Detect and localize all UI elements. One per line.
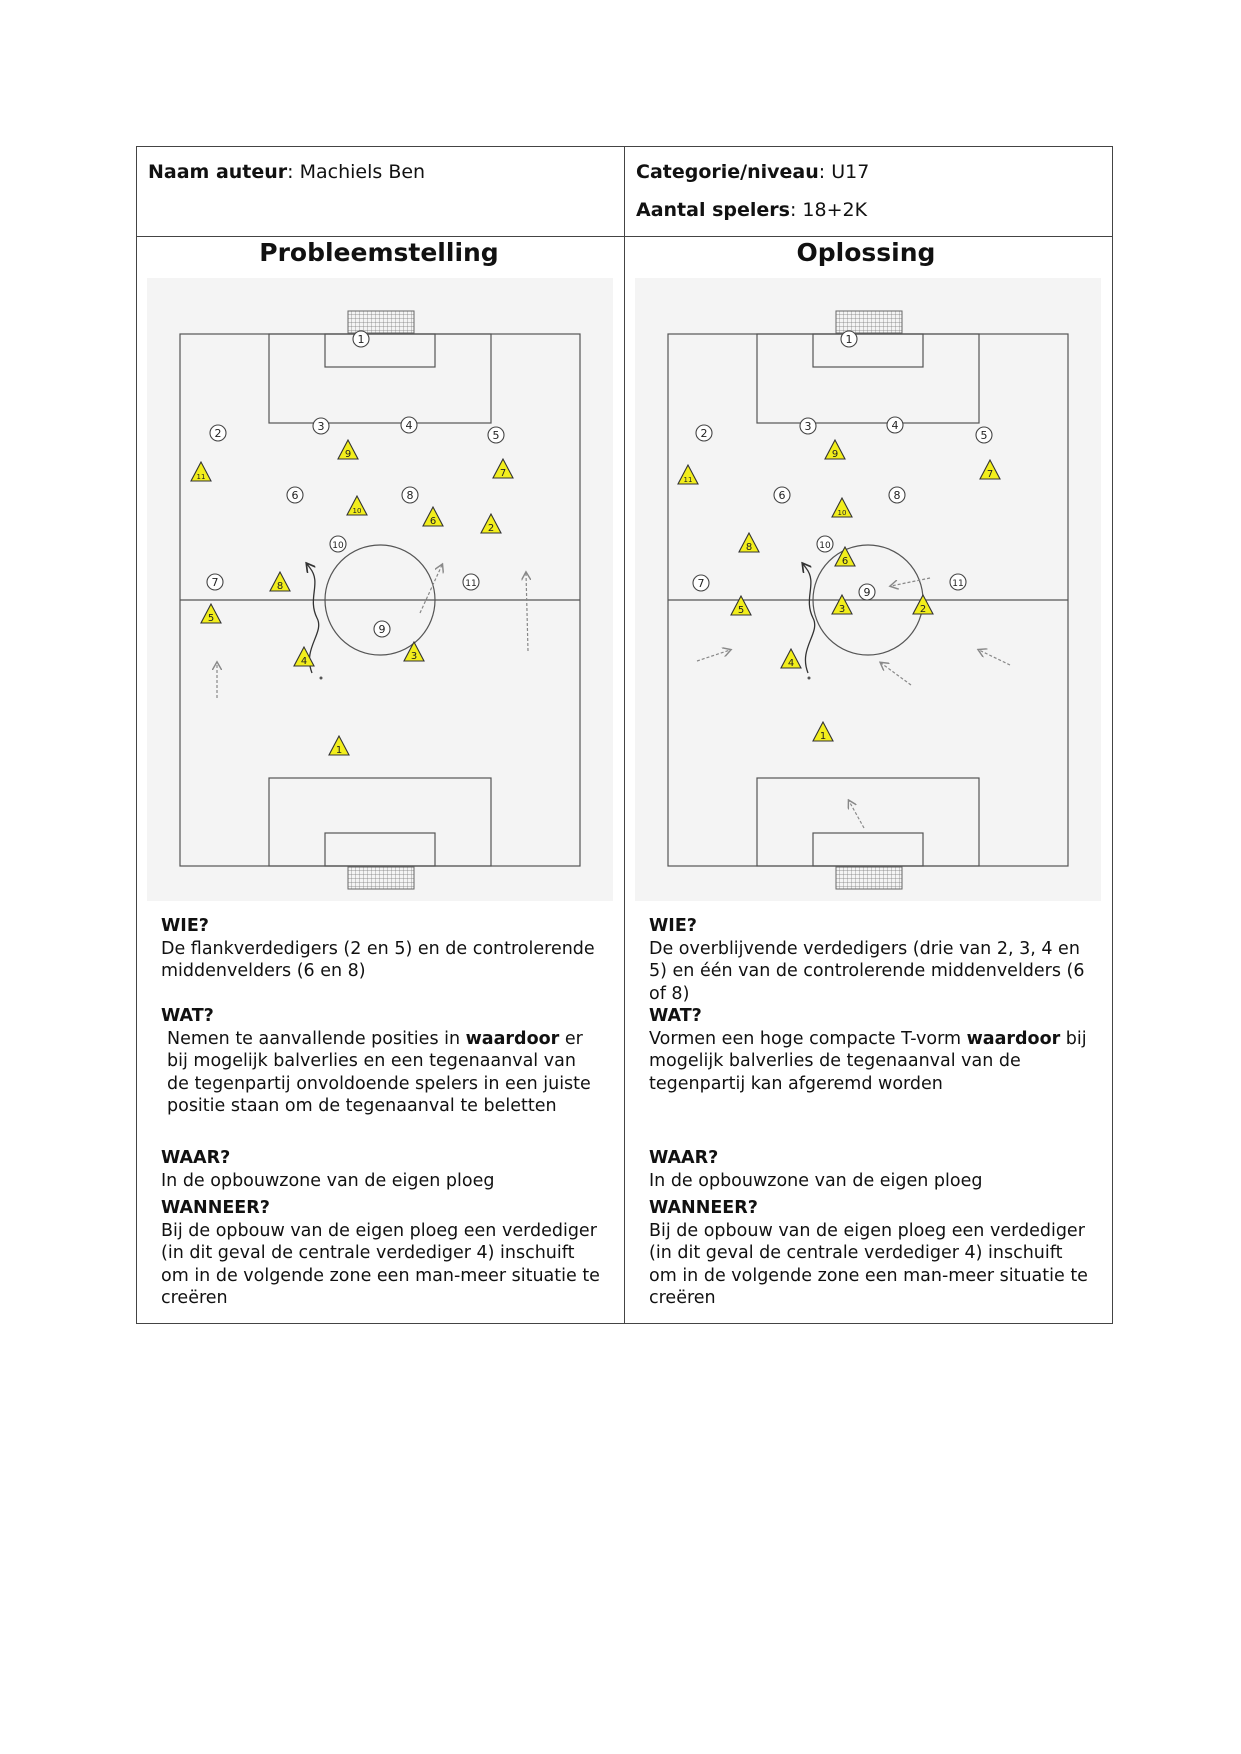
solution-opponent-triangle-7 [980,460,1000,480]
player-number: 3 [804,420,812,433]
problem-wanneer [161,1197,606,1310]
problem-wat [161,1005,601,1118]
wat-text-2: er bij mogelijk balverlies en een tegenaanval van de tegenpartij onvoldoende spelers in een juiste positie staan om de tegenaanval te beletten [167,1028,591,1116]
player-number: 7 [986,469,994,480]
solution-wanneer [649,1197,1094,1310]
player-number: 1 [845,333,853,346]
waar-text: In de opbouwzone van de eigen ploeg [649,1170,983,1191]
problem-player-circle-6 [287,487,303,503]
player-number: 10 [819,541,831,551]
solution-opponent-triangle-11 [678,465,698,484]
player-number: 2 [214,427,222,440]
problem-diagram [147,278,613,901]
player-number: 5 [492,429,500,442]
problem-player-circle-5 [488,427,504,443]
player-number: 6 [778,489,786,502]
author-label: Naam auteur [148,161,288,183]
solution-player-circle-8 [889,487,905,503]
category-label: Categorie/niveau [636,161,819,183]
problem-title: Probleemstelling [259,238,499,267]
player-number: 9 [344,449,352,460]
wie-text: De overblijvende verdedigers (drie van 2, 3, 4 en 5) en één van de controlerende middenvelders (6 of 8) [649,938,1085,1004]
problem-player-circle-10 [330,536,346,552]
waar-text: In de opbouwzone van de eigen ploeg [161,1170,495,1191]
category-value: U17 [831,161,870,183]
player-number: 8 [406,489,414,502]
player-number: 6 [841,556,849,567]
problem-opponent-triangle-6 [423,507,443,527]
solution-opponent-triangle-9 [825,440,845,460]
player-number: 9 [378,623,386,636]
player-number: 1 [357,333,365,346]
problem-waar [161,1147,601,1192]
player-number: 3 [317,420,325,433]
solution-player-circle-4 [887,417,903,433]
problem-pitch [147,278,613,901]
column-divider [624,147,625,1324]
solution-player-circle-7 [693,575,709,591]
player-number: 8 [893,489,901,502]
solution-player-circle-2 [696,425,712,441]
player-number: 1 [819,731,827,742]
player-number: 3 [838,604,846,615]
solution-wie [649,915,1099,1005]
solution-opponent-triangle-4 [781,649,801,669]
player-number: 11 [683,476,693,484]
player-number: 4 [300,656,308,667]
wat-label: WAT? [649,1006,702,1026]
player-number: 2 [487,523,495,534]
solution-opponent-triangle-2 [913,595,933,615]
problem-player-circle-8 [402,487,418,503]
problem-wie [161,915,601,983]
solution-opponent-triangle-1 [813,722,833,742]
player-number: 11 [465,579,477,589]
solution-pitch [635,278,1101,901]
solution-opponent-triangle-5 [731,596,751,616]
wat-text-1: Nemen te aanvallende posities in [167,1028,466,1049]
players-label: Aantal spelers [636,199,790,221]
problem-opponent-triangle-5 [201,604,221,624]
player-number: 1 [335,745,343,756]
solution-player-circle-3 [800,418,816,434]
wanneer-text: Bij de opbouw van de eigen ploeg een verdediger (in dit geval de centrale verdediger 4) inschuift om in de volgende zone een man-meer situatie te creëren [649,1220,1088,1308]
solution-opponent-triangle-10 [832,498,852,517]
wat-bold: waardoor [966,1028,1061,1049]
wie-label: WIE? [649,916,697,936]
solution-opponent-triangle-8 [739,533,759,553]
solution-opponent-triangle-6 [835,547,855,567]
player-number: 4 [405,419,413,432]
player-number: 5 [980,429,988,442]
player-number: 4 [787,658,795,669]
player-number: 3 [410,651,418,662]
header-divider [137,236,1112,237]
problem-opponent-triangle-11 [191,462,211,481]
player-number: 4 [891,419,899,432]
solution-player-circle-6 [774,487,790,503]
player-number: 5 [737,605,745,616]
solution-player-circle-9 [859,584,875,600]
solution-player-circle-10 [817,536,833,552]
player-number: 11 [196,473,206,481]
problem-opponent-triangle-2 [481,514,501,534]
player-number: 7 [499,468,507,479]
waar-label: WAAR? [649,1148,719,1168]
problem-opponent-triangle-1 [329,736,349,756]
author-value: Machiels Ben [299,161,426,183]
problem-opponent-triangle-10 [347,496,367,515]
solution-player-circle-11 [950,574,966,590]
wat-text-1: Vormen een hoge compacte T-vorm [649,1028,967,1049]
wat-text-2: bij mogelijk balverlies de tegenaanval van de tegenpartij kan afgeremd worden [649,1028,1087,1094]
solution-wat [649,1005,1104,1095]
problem-opponent-triangle-3 [404,642,424,662]
player-number: 2 [919,604,927,615]
player-number: 2 [700,427,708,440]
wie-text: De flankverdedigers (2 en 5) en de controlerende middenvelders (6 en 8) [161,938,595,981]
players-value: 18+2K [802,199,868,221]
problem-player-circle-3 [313,418,329,434]
problem-player-circle-11 [463,574,479,590]
player-number: 6 [429,516,437,527]
player-number: 5 [207,613,215,624]
problem-player-circle-4 [401,417,417,433]
wanneer-text: Bij de opbouw van de eigen ploeg een verdediger (in dit geval de centrale verdediger 4) inschuift om in de volgende zone een man-meer situatie te creëren [161,1220,600,1308]
problem-player-circle-1 [353,331,369,347]
player-number: 10 [332,541,344,551]
player-number: 7 [211,576,219,589]
player-number: 9 [831,449,839,460]
solution-opponent-triangle-3 [832,595,852,615]
players-field: Aantal spelers: 18+2K [636,199,868,221]
problem-player-circle-9 [374,621,390,637]
solution-player-circle-5 [976,427,992,443]
solution-waar [649,1147,1089,1192]
problem-opponent-triangle-7 [493,459,513,479]
problem-opponent-triangle-9 [338,440,358,460]
problem-opponent-triangle-8 [270,572,290,592]
solution-player-circle-1 [841,331,857,347]
player-number: 9 [863,586,871,599]
author-field: Naam auteur: Machiels Ben [148,161,426,183]
solution-title: Oplossing [796,238,936,267]
player-number: 6 [291,489,299,502]
wanneer-label: WANNEER? [161,1198,270,1218]
category-field: Categorie/niveau: U17 [636,161,870,183]
problem-player-circle-7 [207,574,223,590]
player-number: 7 [697,577,705,590]
player-number: 8 [276,581,284,592]
player-number: 11 [952,579,964,589]
wie-label: WIE? [161,916,209,936]
player-number: 10 [837,509,847,517]
waar-label: WAAR? [161,1148,231,1168]
exercise-sheet [136,146,1113,1324]
wat-bold: waardoor [465,1028,560,1049]
wat-label: WAT? [161,1006,214,1026]
player-number: 8 [745,542,753,553]
problem-player-circle-2 [210,425,226,441]
solution-diagram [635,278,1101,901]
player-number: 10 [352,507,362,515]
wanneer-label: WANNEER? [649,1198,758,1218]
